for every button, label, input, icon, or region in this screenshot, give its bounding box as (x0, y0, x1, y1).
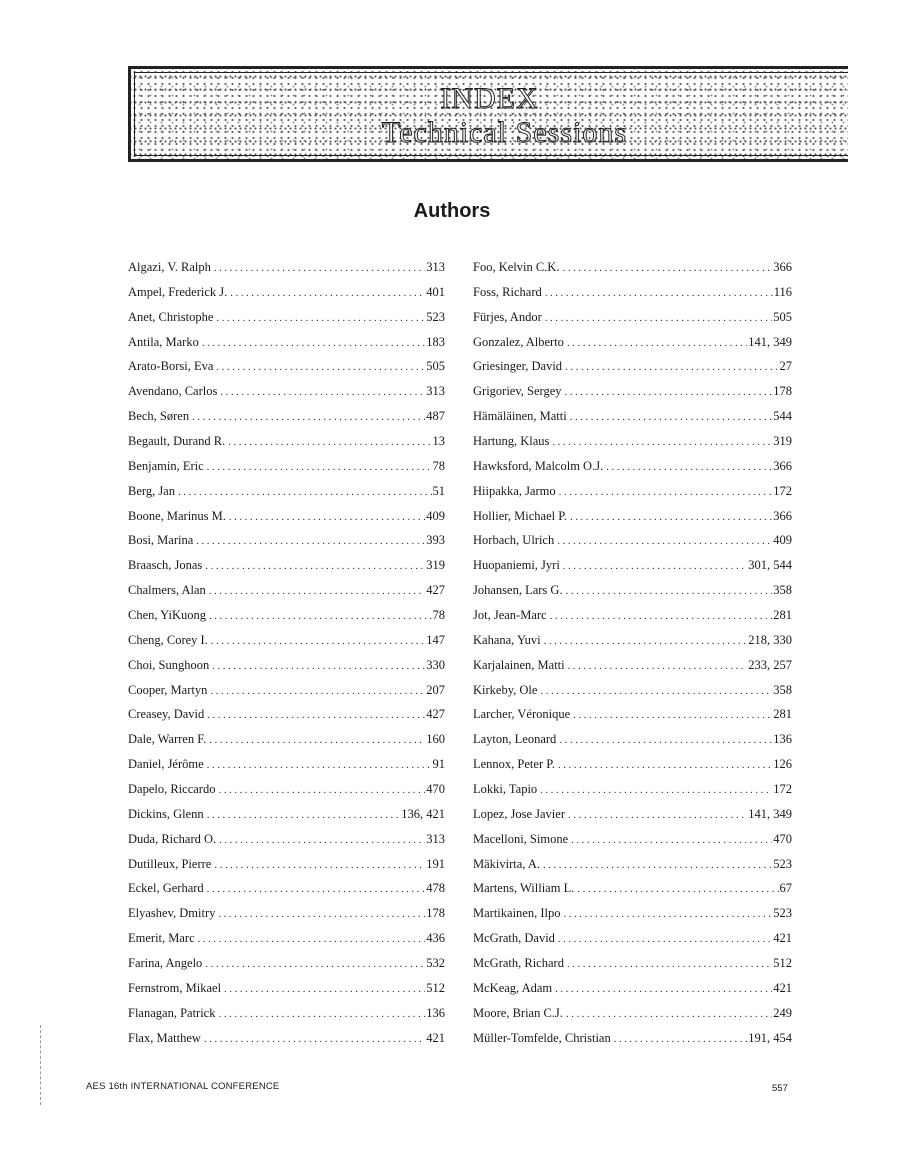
author-name: Boone, Marinus M. (128, 508, 226, 523)
dot-leader (212, 660, 425, 672)
page-reference: 313 (426, 831, 445, 846)
author-name: Daniel, Jérôme (128, 757, 204, 772)
page-reference: 421 (773, 931, 792, 946)
dot-leader (218, 908, 425, 920)
dot-leader (209, 585, 425, 597)
author-entry (128, 459, 445, 484)
author-entry (473, 459, 792, 484)
dot-leader (567, 337, 747, 349)
page-reference: 126 (773, 757, 792, 772)
author-entry (473, 906, 792, 931)
author-name: Choi, Sunghoon (128, 657, 210, 672)
author-entry (128, 906, 445, 931)
author-name: Martens, William L. (473, 881, 575, 896)
author-entry (473, 807, 792, 832)
dot-leader (210, 685, 425, 697)
dot-leader (545, 312, 773, 324)
page-reference: 512 (773, 956, 792, 971)
author-entry (473, 931, 792, 956)
dot-leader (567, 958, 772, 970)
author-entry (128, 683, 445, 708)
dot-leader (211, 635, 425, 647)
page-reference: 512 (426, 980, 445, 995)
section-heading: Authors (413, 200, 491, 222)
dot-leader (196, 535, 425, 547)
dot-leader (540, 784, 772, 796)
page-reference: 366 (773, 260, 792, 274)
dot-leader (209, 610, 431, 622)
author-entry (128, 732, 445, 757)
author-entry (473, 857, 792, 882)
author-entry (473, 757, 792, 782)
dot-leader (207, 461, 432, 473)
author-name: Johansen, Lars G. (473, 583, 563, 598)
author-name: Lopez, Jose Javier (473, 806, 565, 821)
author-name: Berg, Jan (128, 483, 175, 498)
author-entry (128, 707, 445, 732)
author-name: Cheng, Corey I. (128, 632, 208, 647)
page-reference: 313 (426, 384, 445, 399)
banner-subtitle: Technical Sessions (381, 116, 628, 149)
author-name: Chalmers, Alan (128, 583, 206, 598)
author-name: Horbach, Ulrich (473, 533, 555, 548)
dot-leader (565, 361, 778, 373)
scan-margin-marks (40, 1025, 47, 1105)
author-entry (473, 409, 792, 434)
dot-leader (570, 511, 772, 523)
author-name: Layton, Leonard (473, 732, 557, 747)
page-reference: 505 (426, 359, 445, 374)
page-reference: 281 (773, 707, 792, 722)
author-name: Kahana, Yuvi (473, 632, 541, 647)
author-entry (128, 881, 445, 906)
page-reference: 436 (426, 931, 445, 946)
author-name: Creasey, David (128, 707, 205, 722)
author-name: Dutilleux, Pierre (128, 856, 212, 871)
dot-leader (230, 287, 425, 299)
dot-leader (192, 411, 425, 423)
author-name: Bech, Søren (128, 409, 190, 424)
page-reference: 160 (426, 732, 445, 747)
page-reference: 172 (773, 483, 792, 498)
author-name: Huopaniemi, Jyri (473, 558, 560, 573)
author-entry (128, 359, 445, 384)
dot-leader (558, 933, 772, 945)
dot-leader (198, 933, 426, 945)
author-name: Dickins, Glenn (128, 806, 204, 821)
dot-leader (606, 461, 772, 473)
author-entry (128, 335, 445, 360)
author-entry (473, 285, 792, 310)
page-reference: 532 (426, 956, 445, 971)
dot-leader (207, 759, 432, 771)
author-entry (473, 509, 792, 534)
author-name: Anet, Christophe (128, 309, 214, 324)
dot-leader (540, 685, 772, 697)
page-reference: 136 (426, 1005, 445, 1020)
author-entry (128, 857, 445, 882)
dot-leader (220, 386, 425, 398)
author-name: Griesinger, David (473, 359, 563, 374)
page-reference: 78 (432, 458, 445, 473)
author-entry (128, 558, 445, 583)
page-reference: 91 (432, 757, 445, 772)
dot-leader (216, 361, 425, 373)
author-entry (128, 260, 445, 285)
page-reference: 67 (779, 881, 792, 896)
page-reference: 409 (426, 508, 445, 523)
author-entry (128, 285, 445, 310)
dot-leader (566, 585, 773, 597)
author-name: Karjalainen, Matti (473, 657, 565, 672)
author-entry (473, 881, 792, 906)
dot-leader (559, 734, 772, 746)
author-entry (473, 1031, 792, 1056)
author-name: McGrath, David (473, 931, 555, 946)
page-reference: 136, 421 (401, 806, 445, 821)
dot-leader (209, 734, 425, 746)
page-reference: 178 (426, 906, 445, 921)
author-entry (473, 583, 792, 608)
page-reference: 427 (426, 583, 445, 598)
author-column-right (473, 260, 792, 1056)
dot-leader (568, 660, 748, 672)
page-reference: 421 (773, 980, 792, 995)
dot-leader (559, 486, 773, 498)
author-name: Hollier, Michael P. (473, 508, 567, 523)
author-entry (473, 981, 792, 1006)
author-name: Kirkeby, Ole (473, 682, 538, 697)
author-entry (128, 832, 445, 857)
author-entry (128, 533, 445, 558)
author-entry (128, 608, 445, 633)
page-reference: 366 (773, 508, 792, 523)
author-entry (128, 583, 445, 608)
dot-leader (214, 262, 425, 274)
dot-leader (218, 1008, 425, 1020)
author-name: Fürjes, Andor (473, 309, 542, 324)
dot-leader (563, 560, 747, 572)
page-reference: 478 (426, 881, 445, 896)
author-name: Avendano, Carlos (128, 384, 218, 399)
author-name: Farina, Angelo (128, 956, 203, 971)
dot-leader (550, 610, 773, 622)
author-entry (128, 658, 445, 683)
author-entry (473, 359, 792, 384)
author-name: McGrath, Richard (473, 956, 564, 971)
author-name: Antila, Marko (128, 334, 199, 349)
dot-leader (570, 411, 773, 423)
dot-leader (565, 386, 773, 398)
author-name: Lennox, Peter P. (473, 757, 555, 772)
dot-leader (228, 436, 431, 448)
author-name: McKeag, Adam (473, 980, 553, 995)
page-reference: 281 (773, 608, 792, 623)
dot-leader (566, 1008, 772, 1020)
author-name: Foss, Richard (473, 284, 542, 299)
author-name: Elyashev, Dmitry (128, 906, 216, 921)
author-entry (128, 757, 445, 782)
footer-conference: AES 16th INTERNATIONAL CONFERENCE (86, 1081, 280, 1092)
author-name: Duda, Richard O. (128, 831, 217, 846)
page-reference: 330 (426, 657, 445, 672)
page-reference: 51 (432, 483, 445, 498)
page-reference: 470 (773, 831, 792, 846)
author-name: Mäkivirta, A. (473, 856, 541, 871)
author-name: Hämäläinen, Matti (473, 409, 567, 424)
page-reference: 523 (426, 309, 445, 324)
author-name: Hartung, Klaus (473, 434, 550, 449)
page-reference: 319 (773, 434, 792, 449)
dot-leader (229, 511, 425, 523)
author-name: Hiipakka, Jarmo (473, 483, 556, 498)
page-reference: 13 (432, 434, 445, 449)
author-name: Larcher, Véronique (473, 707, 571, 722)
author-name: Hawksford, Malcolm O.J. (473, 458, 604, 473)
author-entry (128, 956, 445, 981)
dot-leader (545, 287, 773, 299)
author-entry (473, 658, 792, 683)
dot-leader (544, 635, 748, 647)
author-entry (128, 409, 445, 434)
page-reference: 358 (773, 583, 792, 598)
author-entry (473, 707, 792, 732)
author-entry (128, 1031, 445, 1056)
author-entry (473, 335, 792, 360)
dot-leader (555, 983, 772, 995)
author-entry (473, 732, 792, 757)
page-reference: 136 (773, 732, 792, 747)
author-entry (473, 310, 792, 335)
page-reference: 183 (426, 334, 445, 349)
page-reference: 27 (779, 359, 792, 374)
page-reference: 141, 349 (748, 334, 792, 349)
page-reference: 233, 257 (748, 657, 792, 672)
page-reference: 523 (773, 906, 792, 921)
page-reference: 393 (426, 533, 445, 548)
author-entry (473, 683, 792, 708)
page-reference: 178 (773, 384, 792, 399)
author-name: Emerit, Marc (128, 931, 195, 946)
page-reference: 191 (426, 856, 445, 871)
dot-leader (568, 809, 747, 821)
page-reference: 116 (773, 284, 792, 299)
author-entry (128, 310, 445, 335)
author-entry (128, 807, 445, 832)
author-name: Braasch, Jonas (128, 558, 203, 573)
author-name: Martikainen, Ilpo (473, 906, 561, 921)
author-name: Eckel, Gerhard (128, 881, 204, 896)
author-entry (473, 956, 792, 981)
page-reference: 147 (426, 632, 445, 647)
author-entry (473, 1006, 792, 1031)
author-name: Bosi, Marina (128, 533, 194, 548)
dot-leader (558, 759, 772, 771)
author-name: Algazi, V. Ralph (128, 260, 211, 274)
page-reference: 191, 454 (748, 1030, 792, 1045)
footer-page-number: 557 (772, 1083, 788, 1094)
dot-leader (614, 1033, 748, 1045)
dot-leader (178, 486, 432, 498)
author-entry (128, 931, 445, 956)
author-name: Moore, Brian C.J. (473, 1005, 563, 1020)
index-banner (128, 66, 848, 162)
dot-leader (557, 535, 772, 547)
author-name: Begault, Durand R. (128, 434, 226, 449)
author-name: Chen, YiKuong (128, 608, 207, 623)
page-reference: 207 (426, 682, 445, 697)
dot-leader (205, 560, 425, 572)
author-name: Flanagan, Patrick (128, 1005, 216, 1020)
author-entry (473, 260, 792, 285)
author-entry (473, 434, 792, 459)
author-entry (473, 608, 792, 633)
dot-leader (573, 709, 772, 721)
dot-leader (204, 1033, 425, 1045)
page-reference: 401 (426, 284, 445, 299)
dot-leader (563, 908, 772, 920)
author-entry (473, 782, 792, 807)
author-name: Fernstrom, Mikael (128, 980, 222, 995)
dot-leader (571, 834, 772, 846)
author-entry (473, 384, 792, 409)
dot-leader (214, 859, 425, 871)
author-entry (128, 484, 445, 509)
author-entry (128, 782, 445, 807)
author-entry (128, 1006, 445, 1031)
author-entry (473, 832, 792, 857)
author-name: Benjamin, Eric (128, 458, 204, 473)
author-name: Gonzalez, Alberto (473, 334, 564, 349)
page-reference: 366 (773, 458, 792, 473)
author-entry (473, 533, 792, 558)
dot-leader (205, 958, 425, 970)
author-entry (473, 633, 792, 658)
author-name: Ampel, Frederick J. (128, 284, 228, 299)
page-reference: 470 (426, 782, 445, 797)
dot-leader (562, 262, 772, 274)
author-column-left (128, 260, 445, 1056)
dot-leader (207, 809, 401, 821)
author-name: Lokki, Tapio (473, 782, 538, 797)
dot-leader (543, 859, 772, 871)
dot-leader (207, 883, 426, 895)
page-reference: 218, 330 (748, 632, 792, 647)
page-reference: 409 (773, 533, 792, 548)
author-name: Grigoriev, Sergey (473, 384, 562, 399)
page-reference: 487 (426, 409, 445, 424)
author-entry (128, 509, 445, 534)
author-name: Jot, Jean-Marc (473, 608, 547, 623)
author-name: Cooper, Martyn (128, 682, 208, 697)
dot-leader (552, 436, 772, 448)
author-name: Macelloni, Simone (473, 831, 569, 846)
page-reference: 421 (426, 1030, 445, 1045)
page-reference: 301, 544 (748, 558, 792, 573)
dot-leader (219, 834, 425, 846)
page-reference: 172 (773, 782, 792, 797)
page-reference: 313 (426, 260, 445, 274)
author-entry (128, 981, 445, 1006)
author-name: Dale, Warren F. (128, 732, 207, 747)
author-name: Flax, Matthew (128, 1030, 201, 1045)
dot-leader (207, 709, 425, 721)
author-entry (473, 558, 792, 583)
page-reference: 505 (773, 309, 792, 324)
page-reference: 78 (432, 608, 445, 623)
dot-leader (218, 784, 425, 796)
page-reference: 358 (773, 682, 792, 697)
page-reference: 249 (773, 1005, 792, 1020)
banner-title: INDEX (440, 82, 539, 115)
author-entry (128, 384, 445, 409)
author-entry (473, 484, 792, 509)
dot-leader (216, 312, 425, 324)
author-name: Dapelo, Riccardo (128, 782, 216, 797)
author-name: Arato-Borsi, Eva (128, 359, 214, 374)
dot-leader (224, 983, 425, 995)
page-reference: 319 (426, 558, 445, 573)
page-reference: 544 (773, 409, 792, 424)
author-name: Müller-Tomfelde, Christian (473, 1030, 611, 1045)
author-entry (128, 633, 445, 658)
page-reference: 523 (773, 856, 792, 871)
dot-leader (577, 883, 778, 895)
dot-leader (202, 337, 425, 349)
page-reference: 427 (426, 707, 445, 722)
page-reference: 141, 349 (748, 806, 792, 821)
author-entry (128, 434, 445, 459)
author-name: Foo, Kelvin C.K. (473, 260, 560, 274)
